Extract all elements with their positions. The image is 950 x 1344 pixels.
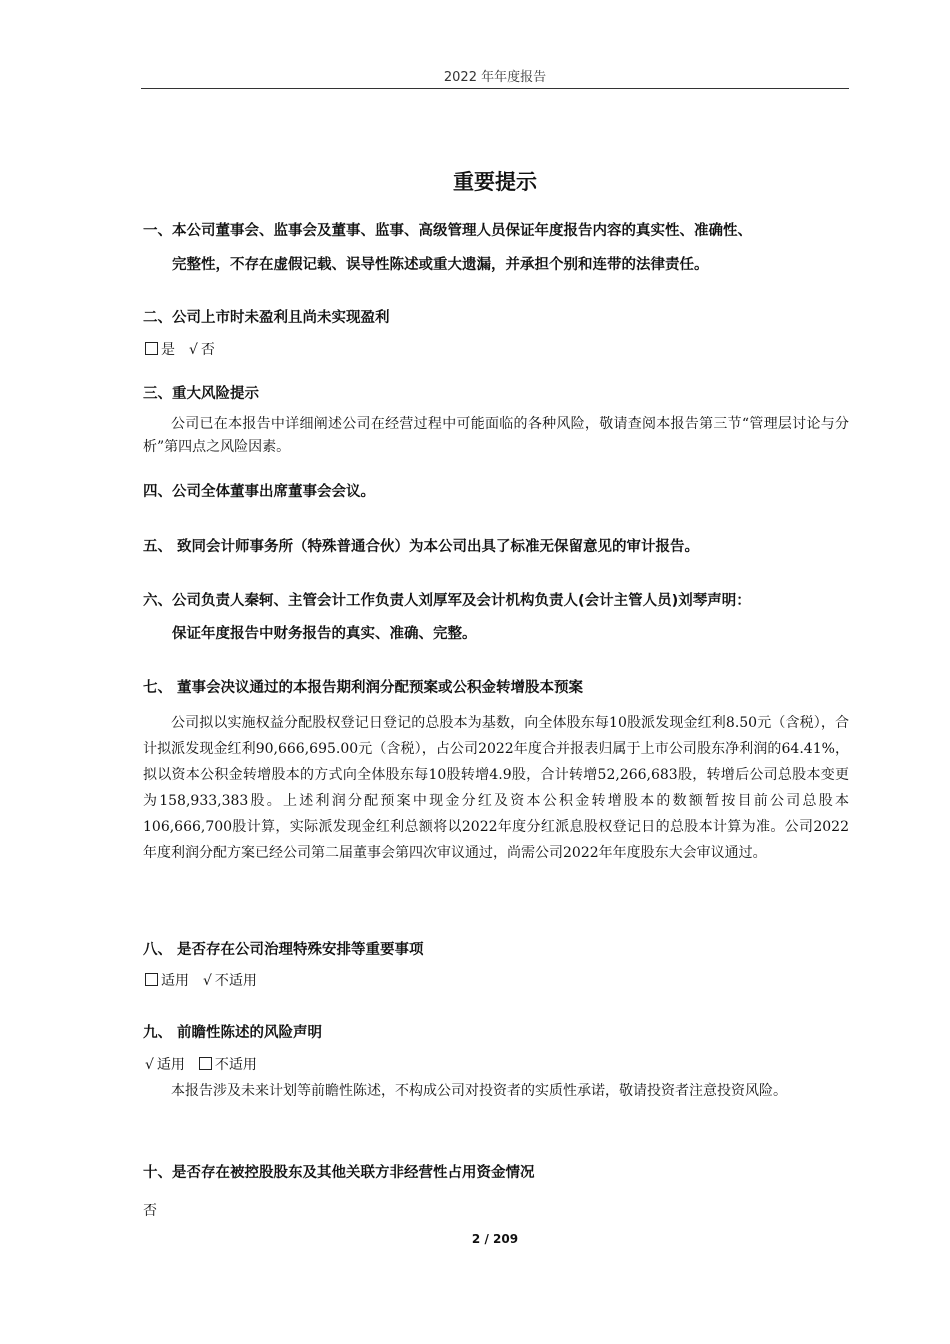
section-4-heading: 四、公司全体董事出席董事会会议。 — [143, 484, 375, 500]
section-3-body: 公司已在本报告中详细阐述公司在经营过程中可能面临的各种风险，敬请查阅本报告第三节“管理层讨论与分析”第四点之风险因素。 — [143, 416, 849, 455]
option-not-apply-label: 不适用 — [214, 1057, 257, 1073]
section-7-body: 公司拟以实施权益分配股权登记日登记的总股本为基数，向全体股东每10股派发现金红利8.50元（含税），合计拟派发现金红利90,666,695.00元（含税），占公司2022年度合并报表归属于上市公司股东净利润的64.41%，拟以资本公积金转增股本的方式向全体股东每10股转增4.9股，合计转增52,266,683股，转增后公司总股本变更为158,933,383股。上述利润分配预案中现金分红及资本公积金转增股本的数额暂按目前公司总股本106,666,700股计算，实际派发现金红利总额将以2022年度分红派息股权登记日的总股本计算为准。公司2022年度利润分配方案已经公司第二届董事会第四次审议通过，尚需公司2022年年度股东大会审议通过。 — [143, 715, 849, 861]
section-2-heading: 二、公司上市时未盈利且尚未实现盈利 — [143, 310, 390, 326]
option-not-apply-label: 不适用 — [214, 973, 257, 989]
option-yes-label: 是 — [161, 342, 175, 358]
page-header: 2022 年年度报告 — [443, 70, 547, 85]
header-divider — [141, 88, 849, 89]
section-10-answer: 否 — [143, 1203, 157, 1219]
section-9-heading: 九、 前瞻性陈述的风险声明 — [143, 1025, 323, 1041]
section-6-line-2: 保证年度报告中财务报告的真实、准确、完整。 — [172, 626, 477, 642]
option-apply-label: 适用 — [156, 1057, 185, 1073]
unchecked-box-icon — [145, 973, 158, 986]
check-mark-icon: √ — [203, 973, 212, 989]
unchecked-box-icon — [145, 342, 158, 355]
section-10-heading: 十、是否存在被控股股东及其他关联方非经营性占用资金情况 — [143, 1165, 535, 1181]
section-8-heading: 八、 是否存在公司治理特殊安排等重要事项 — [143, 942, 424, 958]
unchecked-box-icon — [199, 1057, 212, 1070]
section-9-body: 本报告涉及未来计划等前瞻性陈述，不构成公司对投资者的实质性承诺，敬请投资者注意投资风险。 — [171, 1083, 787, 1099]
option-apply-label: 适用 — [161, 973, 189, 989]
section-2-options — [145, 339, 215, 359]
section-6-line-1: 六、公司负责人秦轲、主管会计工作负责人刘厚军及会计机构负责人(会计主管人员)刘琴声明： — [143, 593, 751, 609]
section-8-options — [145, 970, 257, 990]
section-9-options — [145, 1054, 257, 1074]
section-7-heading: 七、 董事会决议通过的本报告期利润分配预案或公积金转增股本预案 — [143, 680, 584, 696]
page-number: 2 / 209 — [471, 1232, 519, 1246]
page-title: 重要提示 — [453, 170, 537, 194]
section-5-heading: 五、 致同会计师事务所（特殊普通合伙）为本公司出具了标准无保留意见的审计报告。 — [143, 539, 700, 555]
option-no-label: 否 — [200, 342, 215, 358]
section-1-line-1: 一、本公司董事会、监事会及董事、监事、高级管理人员保证年度报告内容的真实性、准确性、 — [143, 223, 752, 239]
check-mark-icon: √ — [145, 1057, 154, 1073]
section-3-heading: 三、重大风险提示 — [143, 386, 259, 402]
check-mark-icon: √ — [189, 342, 198, 358]
section-1-line-2: 完整性，不存在虚假记载、误导性陈述或重大遗漏，并承担个别和连带的法律责任。 — [172, 257, 709, 273]
